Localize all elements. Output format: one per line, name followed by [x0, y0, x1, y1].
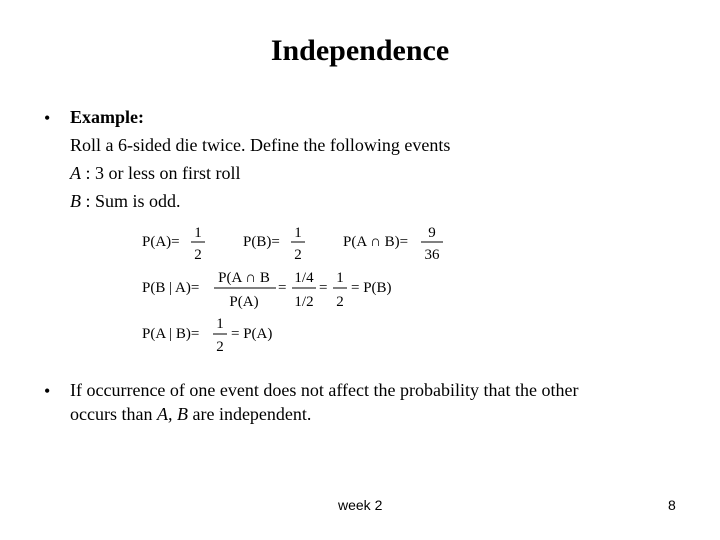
event-b-definition [70, 191, 181, 212]
ab-numerator: 1 [216, 316, 224, 332]
ab-denominator: 2 [216, 339, 224, 355]
example-heading: Example: [70, 107, 144, 127]
pab-numerator: 9 [428, 225, 436, 241]
pab-denominator: 36 [424, 247, 440, 263]
bullet-marker: • [44, 108, 51, 128]
cond-rhs: = P(B) [351, 280, 392, 296]
cond-eq1: = [278, 280, 287, 296]
cond-f1-denominator: P(A) [229, 294, 259, 310]
slide-title: Independence [270, 34, 450, 67]
pa-numerator: 1 [194, 225, 202, 241]
cond-f2-numerator: 1/4 [294, 270, 314, 286]
independence-prefix: occurs than [70, 404, 157, 424]
independence-suffix: are independent. [187, 404, 312, 424]
page-number: 8 [668, 497, 676, 513]
independence-line-1: If occurrence of one event does not affect the probability that the other [70, 380, 579, 400]
pb-denominator: 2 [294, 247, 302, 263]
cond-f2-denominator: 1/2 [294, 294, 314, 310]
bullet-marker: • [44, 381, 51, 401]
cond-lhs: P(B | A)= [142, 280, 200, 296]
ab-rhs: = P(A) [231, 326, 273, 342]
example-intro: Roll a 6-sided die twice. Define the following events [70, 135, 451, 155]
cond-f1-numerator: P(A ∩ B [218, 270, 270, 286]
probability-formulas [140, 224, 460, 360]
independence-line-2 [70, 404, 311, 425]
pa-denominator: 2 [194, 247, 202, 263]
event-a-symbol: A [70, 163, 81, 183]
ab-lhs: P(A | B)= [142, 326, 200, 342]
cond-eq2: = [319, 280, 328, 296]
footer-week: week 2 [338, 497, 383, 513]
event-a-definition [70, 163, 241, 184]
event-b-symbol: B [70, 191, 81, 211]
pab-lhs: P(A ∩ B)= [343, 234, 409, 250]
pb-lhs: P(B)= [243, 234, 280, 250]
event-a-text: : 3 or less on first roll [85, 163, 241, 183]
cond-f3-numerator: 1 [336, 270, 344, 286]
cond-f3-denominator: 2 [336, 294, 344, 310]
pb-numerator: 1 [294, 225, 302, 241]
event-b-text: : Sum is odd. [85, 191, 181, 211]
pa-lhs: P(A)= [142, 234, 180, 250]
independence-vars: A, B [156, 404, 188, 424]
